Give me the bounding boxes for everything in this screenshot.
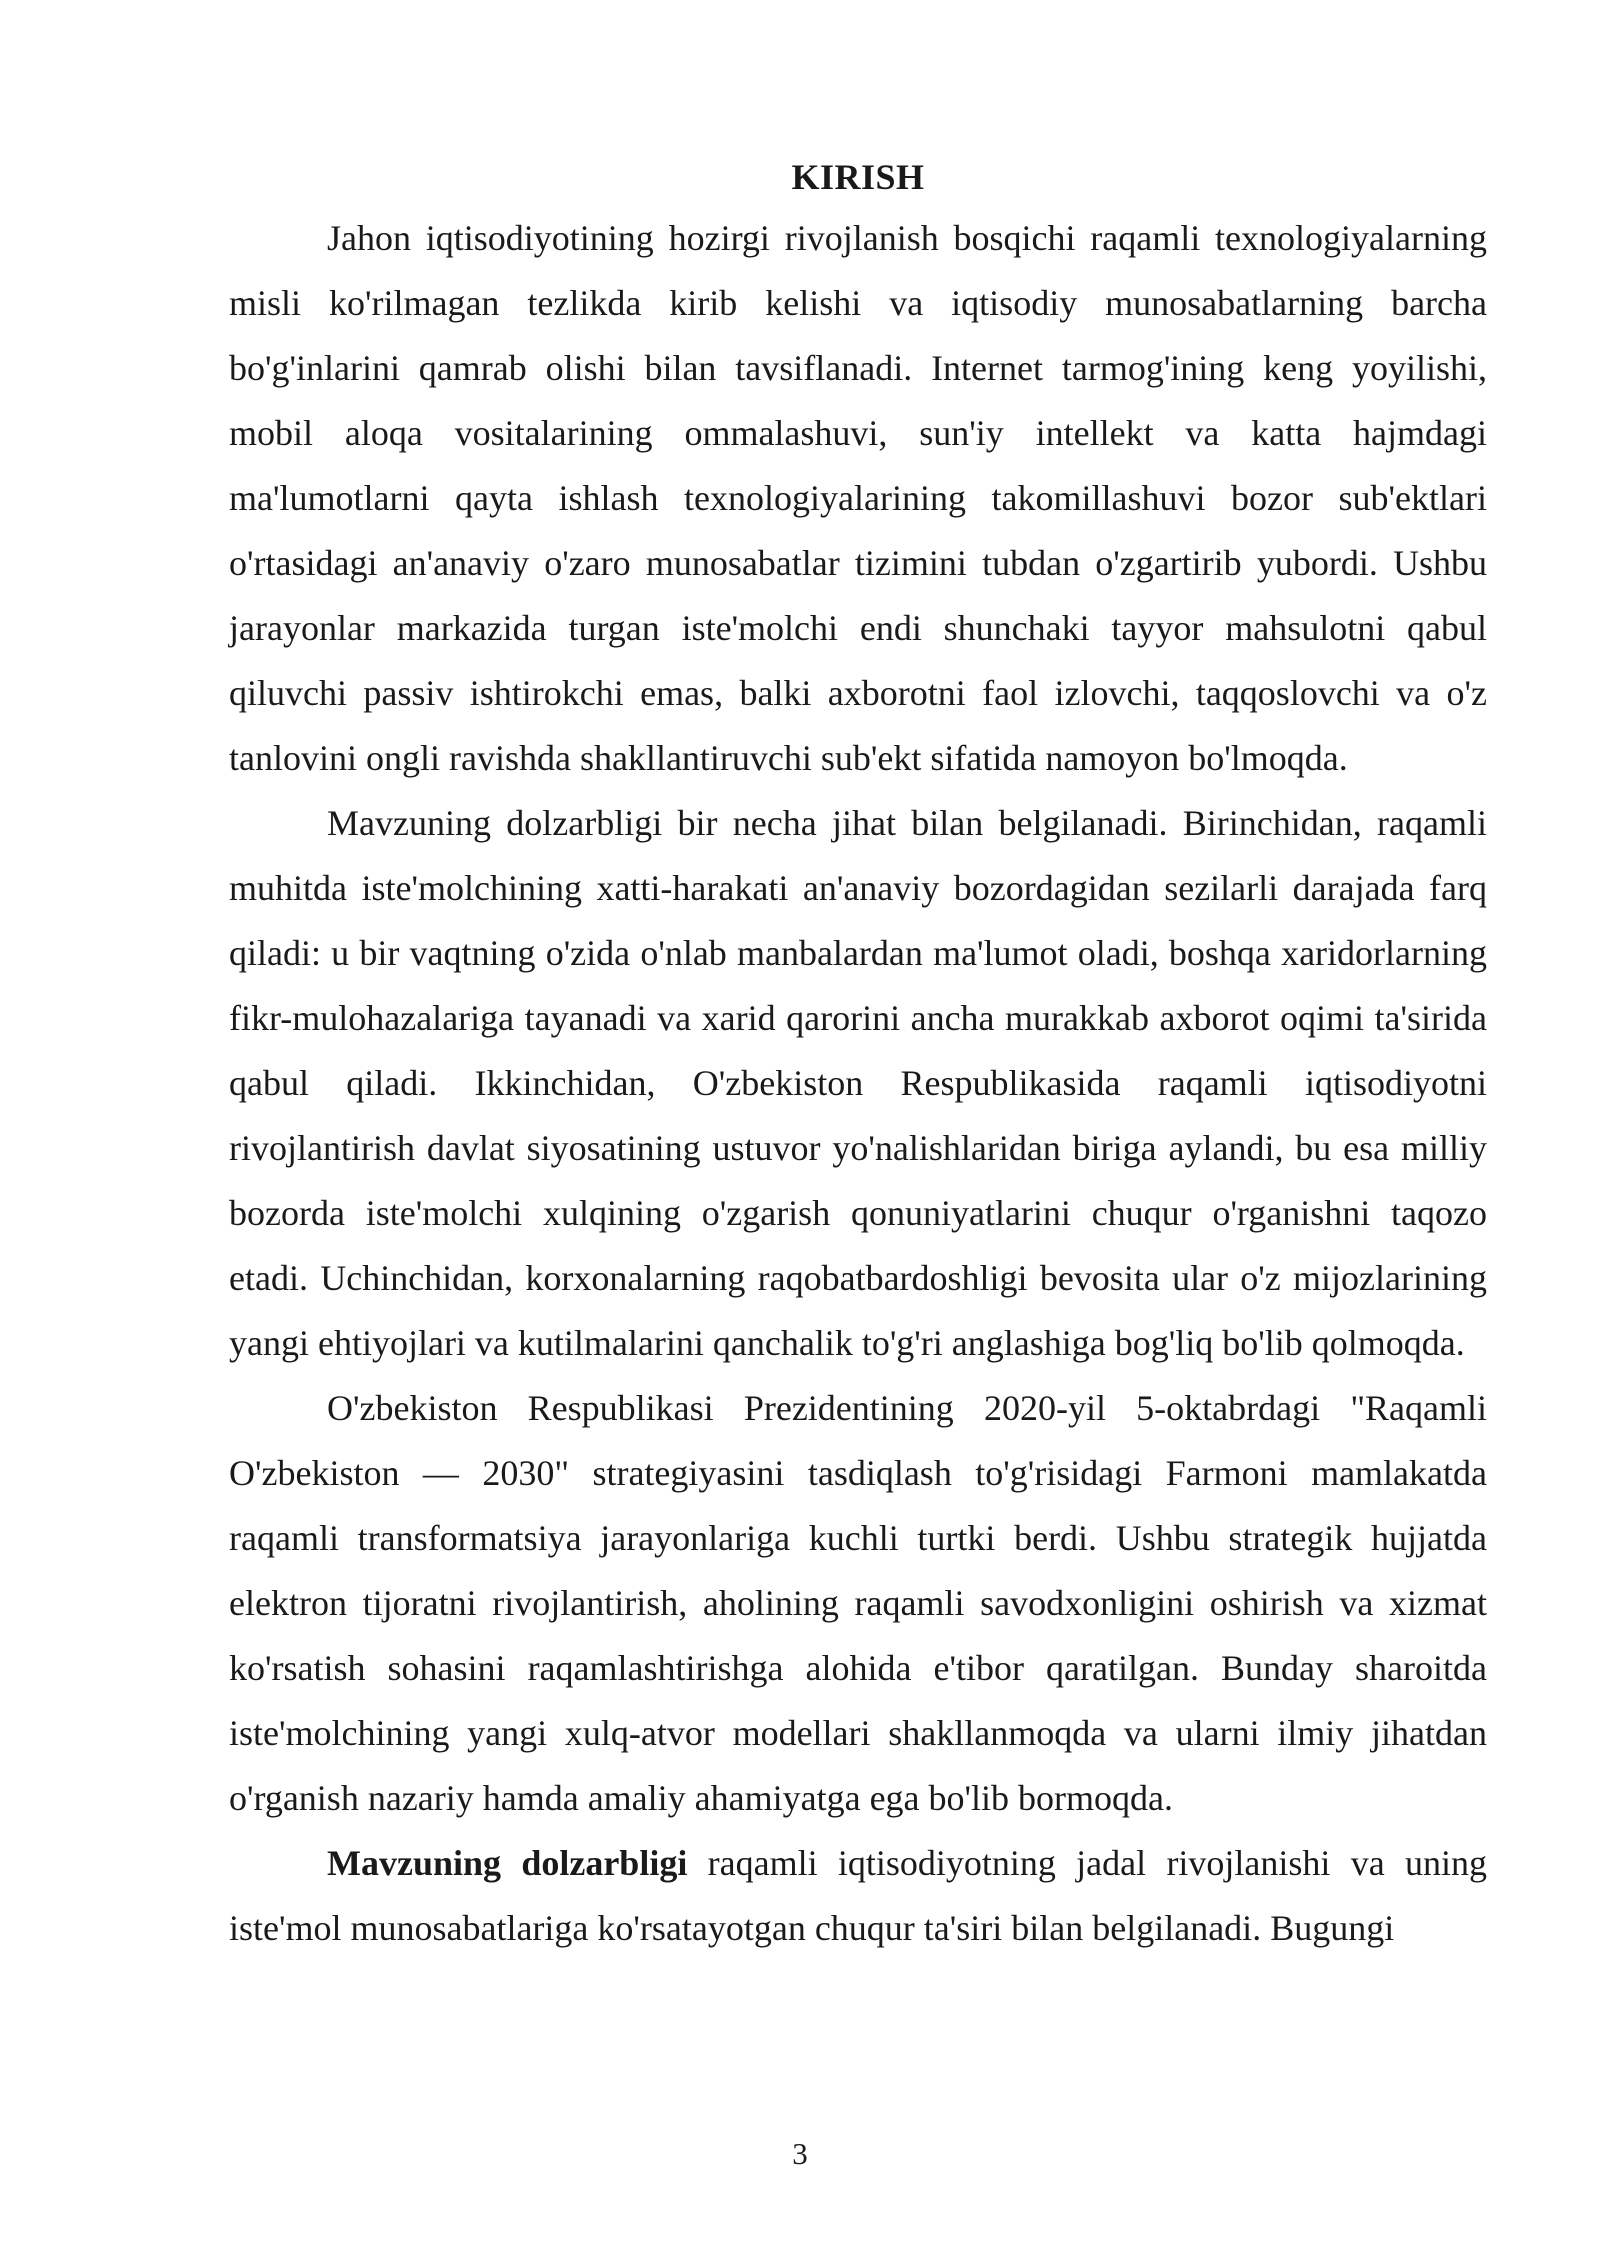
paragraph-2 — [229, 791, 1487, 1376]
paragraph-4 — [229, 1831, 1487, 1961]
page-number: 3 — [792, 2136, 808, 2171]
paragraph-4-text: raqamli iqtisodiyotning jadal rivojlanishi va uning iste'mol munosabatlariga ko'rsatayotgan chuqur ta'siri bilan belgilanadi. Bugungi — [229, 1843, 1487, 1948]
paragraph-3-text: O'zbekiston Respublikasi Prezidentining 2020-yil 5-oktabrdagi "Raqamli O'zbekiston — 2030" strategiyasini tasdiqlash to'g'risidagi Farmoni mamlakatda raqamli transformatsiya jarayonlariga kuchli turtki berdi. Ushbu strategik hujjatda elektron tijoratni rivojlantirish, aholining raqamli savodxonligini oshirish va xizmat ko'rsatish sohasini raqamlashtirishga alohida e'tibor qaratilgan. Bunday sharoitda iste'molchining yangi xulq-atvor modellari shakllanmoqda va ularni ilmiy jihatdan o'rganish nazariy hamda amaliy ahamiyatga ega bo'lib bormoqda. — [229, 1388, 1487, 1818]
section-heading: KIRISH — [791, 157, 925, 197]
paragraph-1 — [229, 206, 1487, 791]
paragraph-2-text: Mavzuning dolzarbligi bir necha jihat bilan belgilanadi. Birinchidan, raqamli muhitda iste'molchining xatti-harakati an'anaviy bozordagidan sezilarli darajada farq qiladi: u bir vaqtning o'zida o'nlab manbalardan ma'lumot oladi, boshqa xaridorlarning fikr-mulohazalariga tayanadi va xarid qarorini ancha murakkab axborot oqimi ta'sirida qabul qiladi. Ikkinchidan, O'zbekiston Respublikasida raqamli iqtisodiyotni rivojlantirish davlat siyosatining ustuvor yo'nalishlaridan biriga aylandi, bu esa milliy bozorda iste'molchi xulqining o'zgarish qonuniyatlarini chuqur o'rganishni taqozo etadi. Uchinchidan, korxonalarning raqobatbardoshligi bevosita ular o'z mijozlarining yangi ehtiyojlari va kutilmalarini qanchalik to'g'ri anglashiga bog'liq bo'lib qolmoqda. — [229, 803, 1487, 1363]
paragraph-4-bold-lead: Mavzuning dolzarbligi — [327, 1843, 688, 1883]
paragraph-3 — [229, 1376, 1487, 1831]
paragraph-1-text: Jahon iqtisodiyotining hozirgi rivojlanish bosqichi raqamli texnologiyalarning misli ko'rilmagan tezlikda kirib kelishi va iqtisodiy munosabatlarning barcha bo'g'inlarini qamrab olishi bilan tavsiflanadi. Internet tarmog'ining keng yoyilishi, mobil aloqa vositalarining ommalashuvi, sun'iy intellekt va katta hajmdagi ma'lumotlarni qayta ishlash texnologiyalarining takomillashuvi bozor sub'ektlari o'rtasidagi an'anaviy o'zaro munosabatlar tizimini tubdan o'zgartirib yubordi. Ushbu jarayonlar markazida turgan iste'molchi endi shunchaki tayyor mahsulotni qabul qiluvchi passiv ishtirokchi emas, balki axborotni faol izlovchi, taqqoslovchi va o'z tanlovini ongli ravishda shakllantiruvchi sub'ekt sifatida namoyon bo'lmoqda. — [229, 218, 1487, 778]
page-content — [229, 148, 1487, 1961]
